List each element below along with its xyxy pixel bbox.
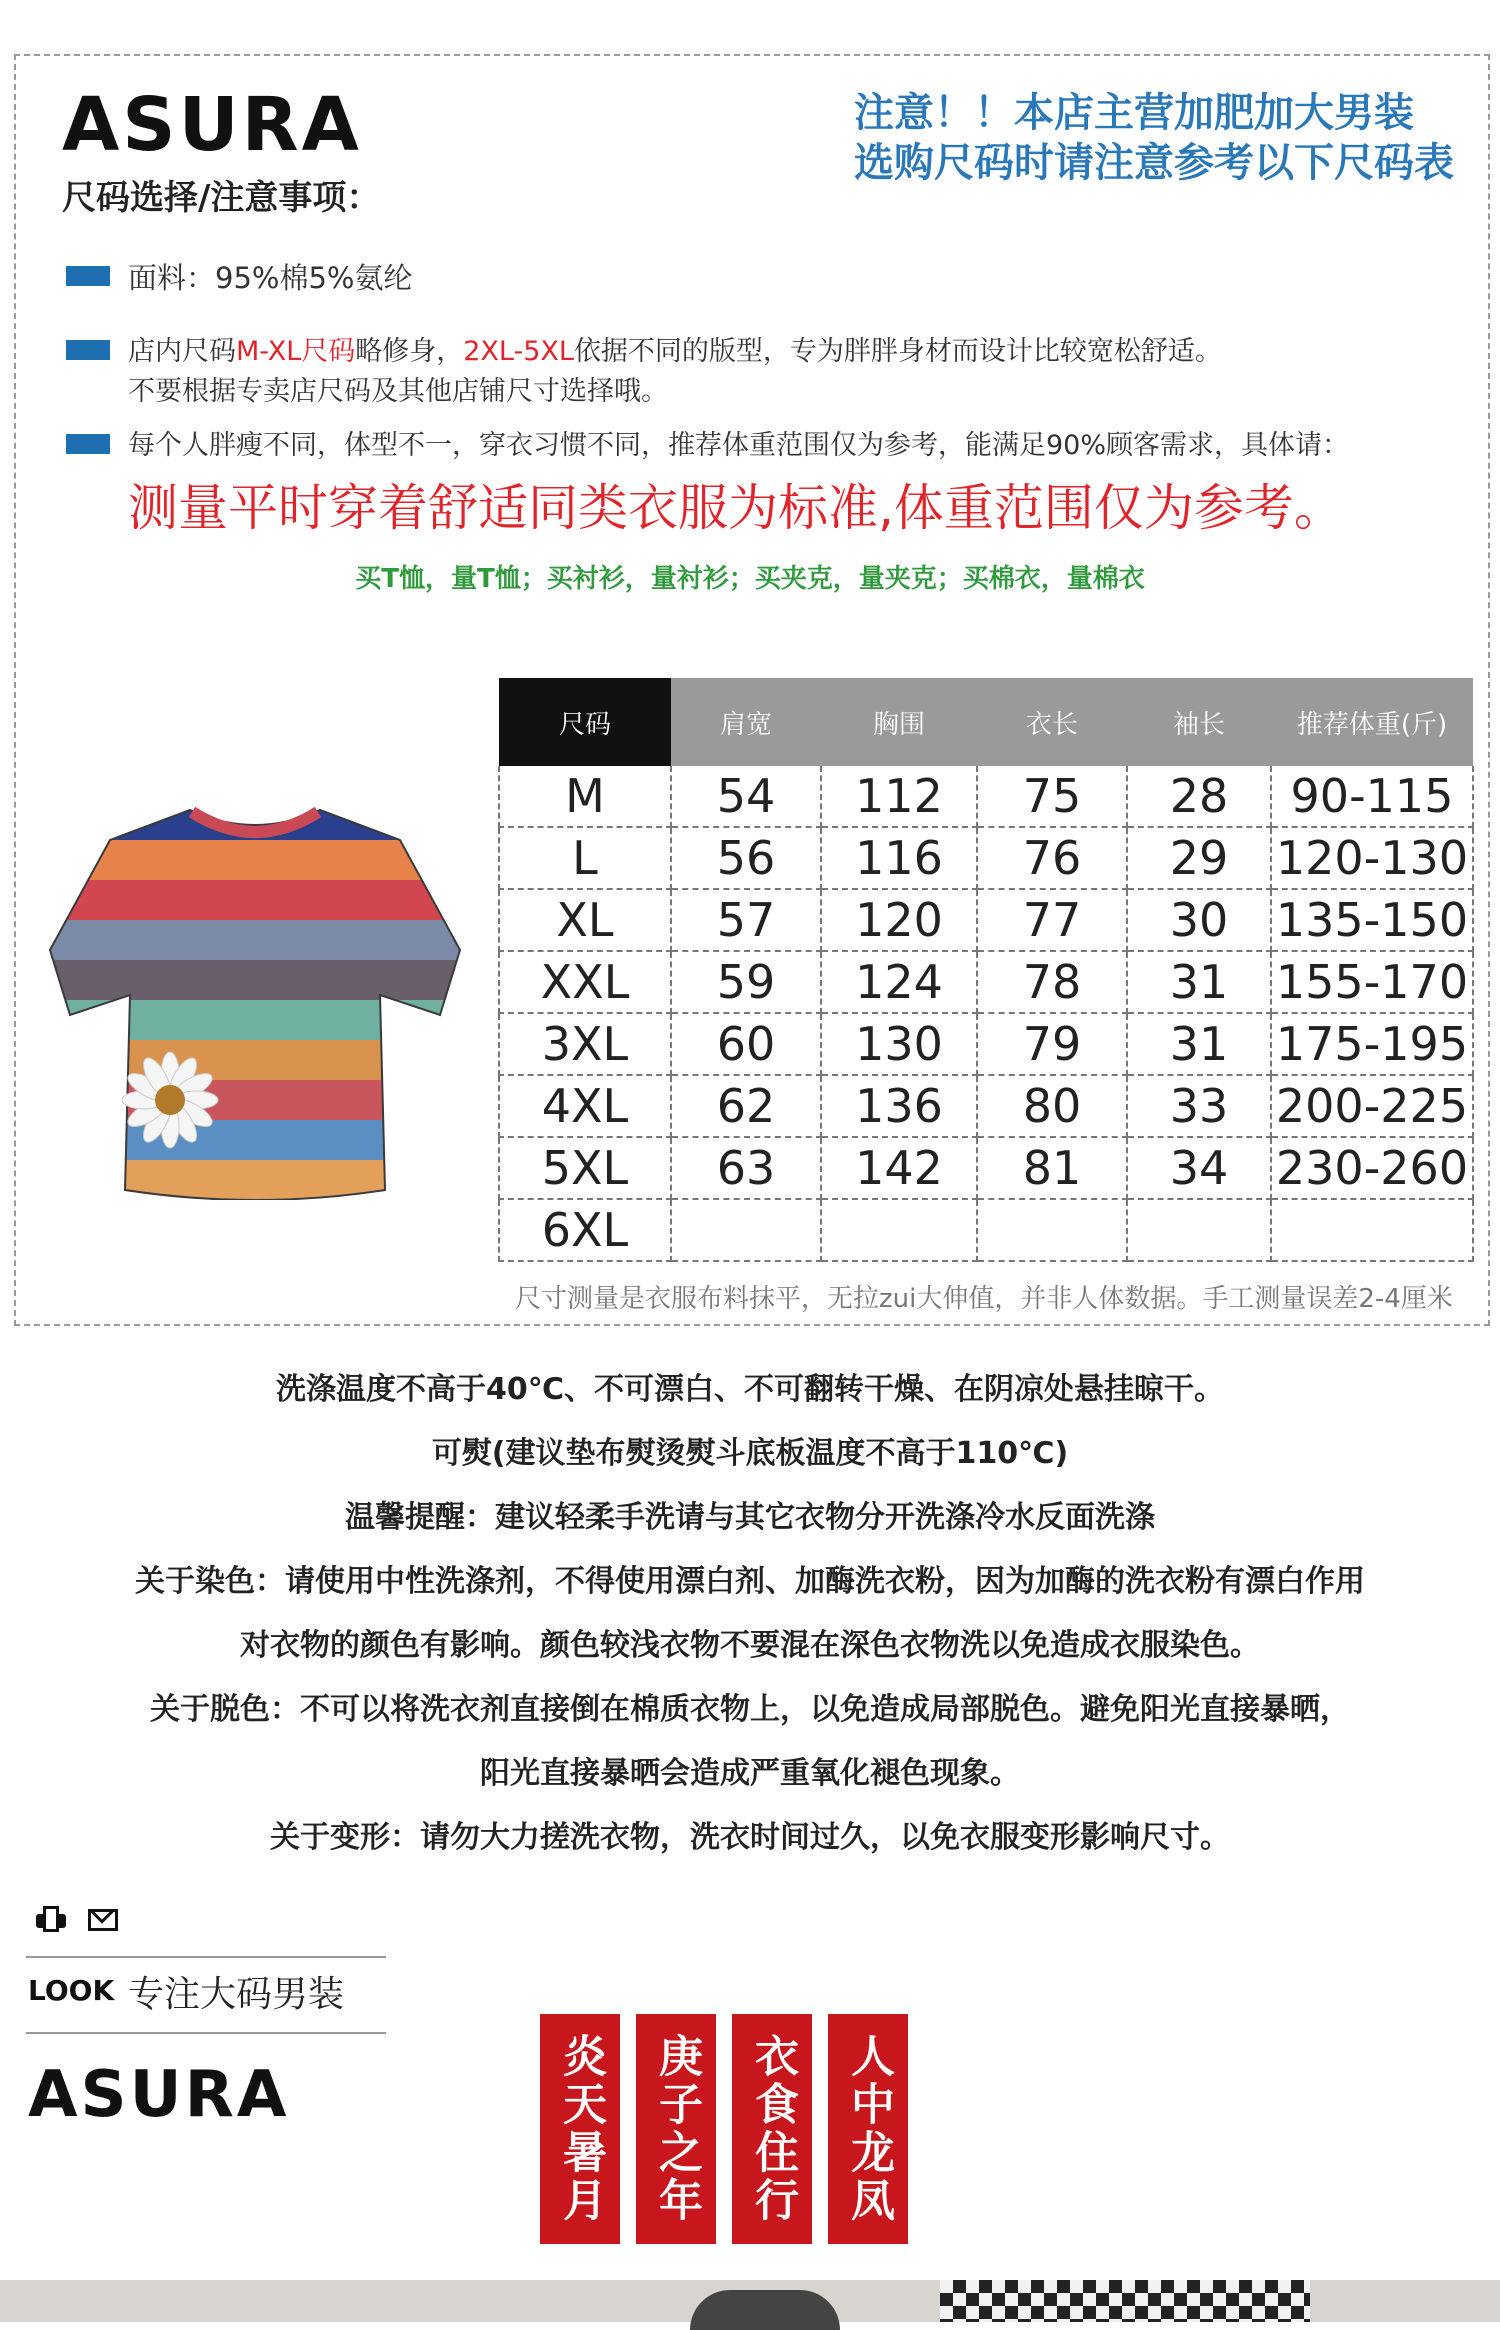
fit-text-red-1: M-XL尺码 [236,336,356,367]
chest-cell: 112 [821,766,977,827]
length-cell: 77 [977,889,1127,951]
shirt-stripe [40,1040,470,1081]
sleeve-cell: 31 [1127,951,1271,1013]
header-shoulder: 肩宽 [671,678,821,766]
chest-cell: 130 [821,1013,977,1075]
model-head-preview [690,2290,840,2330]
chest-cell [821,1199,977,1261]
care-line: 洗涤温度不高于40℃、不可漂白、不可翻转干燥、在阴凉处悬挂晾干。 [275,1372,1225,1407]
shoulder-cell: 63 [671,1137,821,1199]
sleeve-cell: 31 [1127,1013,1271,1075]
care-line: 温馨提醒：建议轻柔手洗请与其它衣物分开洗涤冷水反面洗涤 [345,1500,1155,1535]
striped-tshirt-image [40,800,470,1200]
garment-measure-tip: 买T恤，量T恤；买衬衫，量衬衫；买夹克，量夹克；买棉衣，量棉衣 [355,564,1145,594]
mail-icon[interactable] [88,1909,118,1931]
care-instructions [0,1358,1500,1870]
size-cell: 3XL [499,1013,671,1075]
shirt-stripe [40,880,470,921]
fit-info [66,332,1222,412]
sleeve-cell: 30 [1127,889,1271,951]
slogan-text: 庚子之年 [651,2033,702,2225]
look-tagline: 专注大码男装 [128,1974,345,2015]
divider [26,2032,386,2034]
print-icon[interactable] [36,1906,66,1932]
header-weight: 推荐体重(斤) [1271,678,1473,766]
size-cell: M [499,766,671,827]
weight-cell: 135-150 [1271,889,1473,951]
size-cell: XL [499,889,671,951]
chest-cell: 124 [821,951,977,1013]
sleeve-cell: 34 [1127,1137,1271,1199]
brand-logo: ASURA [62,82,362,168]
fit-text [128,332,1222,412]
header-length: 衣长 [977,678,1127,766]
slogan-tag [732,2014,812,2244]
slogan-text: 衣食住行 [747,2033,798,2225]
divider [26,1956,386,1958]
shirt-stripe [40,1000,470,1041]
table-row [499,889,1473,951]
shirt-stripe [40,1080,470,1121]
shoulder-cell: 62 [671,1075,821,1137]
size-cell: XXL [499,951,671,1013]
sleeve-cell [1127,1199,1271,1261]
bullet-marker [66,266,110,286]
size-guide-subtitle: 尺码选择/注意事项： [62,178,381,218]
table-row [499,951,1473,1013]
care-line: 关于变形：请勿大力搓洗衣物，洗衣时间过久，以免衣服变形影响尺寸。 [270,1820,1230,1855]
care-line: 可熨(建议垫布熨烫熨斗底板温度不高于110℃) [431,1436,1069,1471]
size-chart-table [498,678,1474,1262]
weight-cell [1271,1199,1473,1261]
length-cell: 78 [977,951,1127,1013]
length-cell: 81 [977,1137,1127,1199]
sleeve-cell: 33 [1127,1075,1271,1137]
shirt-stripe [40,920,470,961]
table-row [499,1137,1473,1199]
table-row [499,1199,1473,1261]
size-cell: L [499,827,671,889]
shoulder-cell: 60 [671,1013,821,1075]
shoulder-cell: 56 [671,827,821,889]
weight-cell: 155-170 [1271,951,1473,1013]
chest-cell: 120 [821,889,977,951]
fabric-text: 面料：95%棉5%氨纶 [128,261,413,295]
slogan-tag [540,2014,620,2244]
size-cell: 5XL [499,1137,671,1199]
measure-tip: 测量平时穿着舒适同类衣服为标准,体重范围仅为参考。 [128,479,1344,537]
shirt-stripes [40,800,470,1200]
fit-text-red-2: 2XL-5XL [463,336,574,367]
shoulder-cell: 59 [671,951,821,1013]
shoulder-cell: 54 [671,766,821,827]
table-row [499,766,1473,827]
shirt-stripe [40,960,470,1001]
table-row [499,827,1473,889]
shoulder-cell: 57 [671,889,821,951]
slogan-tag [636,2014,716,2244]
table-row [499,1075,1473,1137]
sleeve-cell: 28 [1127,766,1271,827]
header-sleeve: 袖长 [1127,678,1271,766]
table-row [499,1013,1473,1075]
header-size: 尺码 [499,678,671,766]
length-cell [977,1199,1127,1261]
length-cell: 79 [977,1013,1127,1075]
shoulder-cell [671,1199,821,1261]
header-chest: 胸围 [821,678,977,766]
chest-cell: 136 [821,1075,977,1137]
fabric-info [66,258,412,298]
footer-brand-logo: ASURA [28,2058,290,2132]
fit-text-post: 依据不同的版型，专为胖胖身材而设计比较宽松舒适。 [573,336,1222,367]
shirt-stripe [40,840,470,881]
notice-line-1: 注意！！本店主营加肥加大男装 [854,90,1414,136]
weight-cell: 175-195 [1271,1013,1473,1075]
weight-cell: 200-225 [1271,1075,1473,1137]
care-line: 对衣物的颜色有影响。颜色较浅衣物不要混在深色衣物洗以免造成衣服染色。 [240,1628,1260,1663]
care-line: 关于脱色：不可以将洗衣剂直接倒在棉质衣物上，以免造成局部脱色。避免阳光直接暴晒， [150,1692,1350,1727]
chest-cell: 116 [821,827,977,889]
checkered-pattern-preview [940,2280,1310,2322]
sleeve-cell: 29 [1127,827,1271,889]
fit-text-line-2: 不要根据专卖店尺码及其他店铺尺寸选择哦。 [128,376,668,407]
weight-cell: 230-260 [1271,1137,1473,1199]
slogan-text: 人中龙凤 [843,2033,894,2225]
size-chart-header [499,678,1473,766]
care-line: 关于染色：请使用中性洗涤剂，不得使用漂白剂、加酶洗衣粉，因为加酶的洗衣粉有漂白作用 [135,1564,1365,1599]
weight-cell: 120-130 [1271,827,1473,889]
length-cell: 76 [977,827,1127,889]
weight-note: 每个人胖瘦不同，体型不一，穿衣习惯不同，推荐体重范围仅为参考，能满足90%顾客需求，具体请： [128,430,1350,461]
fit-text-mid: 略修身， [355,336,464,367]
shirt-stripe [40,1160,470,1200]
slogan-text: 炎天暑月 [555,2033,606,2225]
fit-text-pre: 店内尺码 [128,336,236,367]
weight-cell: 90-115 [1271,766,1473,827]
size-cell: 4XL [499,1075,671,1137]
slogan-tag [828,2014,908,2244]
red-slogan-tags [540,2014,908,2244]
bullet-marker [66,340,110,360]
shirt-stripe [40,1120,470,1161]
weight-info [66,426,1349,466]
chest-cell: 142 [821,1137,977,1199]
notice-line-2: 选购尺码时请注意参考以下尺码表 [854,140,1454,186]
length-cell: 75 [977,766,1127,827]
care-line: 阳光直接暴晒会造成严重氧化褪色现象。 [480,1756,1020,1791]
look-label: LOOK [28,1974,115,2007]
bullet-marker [66,434,110,454]
notice-banner [854,88,1454,188]
size-cell: 6XL [499,1199,671,1261]
length-cell: 80 [977,1075,1127,1137]
measurement-note: 尺寸测量是衣服布料抹平，无拉zui大伸值，并非人体数据。手工测量误差2-4厘米 [515,1284,1453,1314]
share-tools [36,1906,118,1932]
